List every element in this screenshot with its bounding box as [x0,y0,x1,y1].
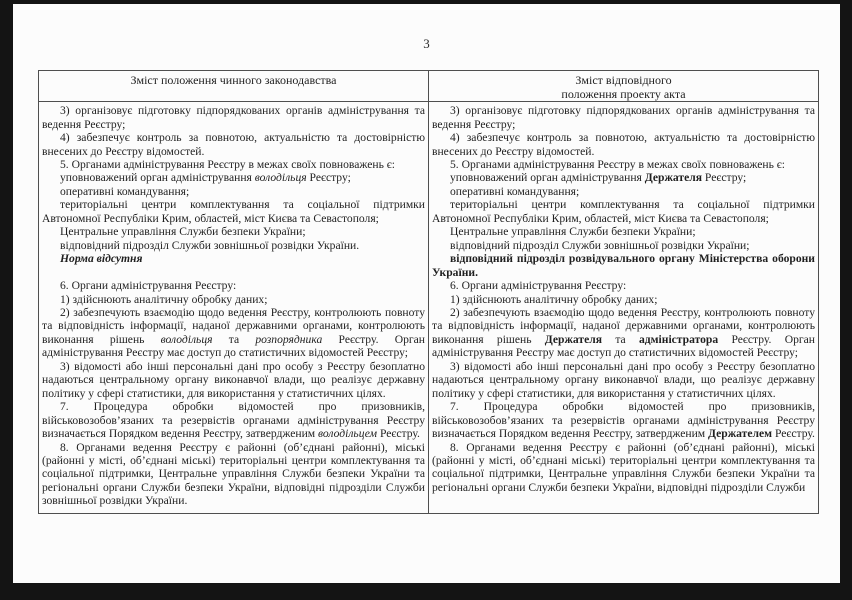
text-run: та [212,332,256,346]
text-run: відповідний підрозділ розвідувального органу Міністерства оборони України. [432,252,815,279]
text-run: Реєстру. [377,427,420,441]
text-run: Реєстру. Орган адміністрування Реєстру має доступ до статистичних відомостей Реєстру; [432,332,816,360]
text-run: Реєстру. Орган адміністрування Реєстру має доступ до статистичних відомостей Реєстру; [42,332,425,360]
paragraph [42,171,425,184]
text-run: 1) здійснюють аналітичну обробку даних; [60,292,268,306]
paragraph [42,441,425,508]
text-run: Реєстру; [306,171,351,185]
text-run: 4) забезпечує контроль за повнотою, актуальністю та достовірністю внесених до Реєстру відомостей. [42,131,425,158]
text-run: відповідний підрозділ Служби зовнішньої розвідки України; [450,238,750,252]
text-run: 3) відомості або інші персональні дані про особу з Реєстру безоплатно надаються центральному органу виконавчої влади, що реалізує державну політику у сфері статистики, для використання у статистичних цілях. [432,359,815,400]
text-run: оперативні командування; [450,184,580,198]
header-draft-act [429,71,819,102]
paragraph [42,360,425,400]
text-run: володільцем [318,427,378,441]
paragraph [42,158,425,171]
text-run: 8. Органами ведення Реєстру є районні (об’єднані районні), міські (районні у місті, об’єднані міські) територіальні центри комплектування та соціальної підтримки, Центральне управління Служби безпеки України та регіональні органи Служби безпеки України, відповідні підрозділи Служби зовнішньої розвідки України. [42,440,425,508]
paragraph [432,104,815,131]
paragraph [42,400,425,440]
comparison-table [38,70,819,514]
text-run: 3) відомості або інші персональні дані про особу з Реєстру безоплатно надаються центральному органу виконавчої влади, що реалізує державну політику у сфері статистики, для використання у статистичних цілях. [42,359,425,400]
text-run: 4) забезпечує контроль за повнотою, актуальністю та достовірністю внесених до Реєстру відомостей. [432,131,815,158]
table-body-row [39,102,819,514]
paragraph [432,293,815,306]
page-number: 3 [423,36,430,51]
paragraph [432,185,815,198]
text-run: розпорядника [255,332,323,346]
paragraph [432,171,815,184]
text-run: 7. Процедура обробки відомостей про призовників, військовозобов’язаних та резервістів органами адміністрування Реєстру визначається Порядком ведення Реєстру, затвердженим [432,400,815,441]
text-run: Держателя [544,332,603,346]
paragraph [432,131,815,158]
header-current-law [39,71,429,102]
paragraph [42,104,425,131]
text-run: територіальні центри комплектування та соціальної підтримки Автономної Республіки Крим, областей, міст Києва та Севастополя; [42,198,425,225]
paragraph [432,198,815,225]
text-run: адміністратора [638,332,719,346]
text-run: відповідний підрозділ Служби зовнішньої розвідки України. [60,238,360,252]
column-current-law [39,102,429,514]
text-run: Реєстру. [772,427,815,441]
paragraph [42,198,425,225]
paragraph [42,185,425,198]
text-run: уповноважений орган адміністрування [450,171,645,185]
paragraph [42,293,425,306]
paragraph [42,225,425,238]
text-run: 6. Органи адміністрування Реєстру: [60,279,237,293]
text-run: 3) організовує підготовку підпорядкованих органів адміністрування та ведення Реєстру; [432,104,815,131]
text-run: 3) організовує підготовку підпорядкованих органів адміністрування та ведення Реєстру; [42,104,425,131]
paragraph [432,239,815,252]
paragraph [432,400,815,440]
text-run: Норма відсутня [60,252,143,266]
text-run: уповноважений орган адміністрування [60,171,255,185]
text-run: Держателя [644,171,703,185]
header-current-law-label: Зміст положення чинного законодавства [130,73,337,87]
paragraph [42,252,425,265]
paragraph [42,239,425,252]
header-draft-act-line2: положення проекту акта [561,86,686,101]
text-run: володільця [160,332,213,346]
paragraph [42,306,425,360]
text-run: 8. Органами ведення Реєстру є районні (об’єднані районні), міські (районні у місті, об’єднані міські) територіальні центри комплектування та соціальної підтримки, Центральне управління Служби безпеки України та регіональні органи Служби безпеки України, відповідні підрозділи Служби [432,440,815,494]
text-run: 7. Процедура обробки відомостей про призовників, військовозобов’язаних та резервістів органами адміністрування Реєстру визначається Порядком ведення Реєстру, затвердженим [42,400,425,441]
text-run: володільця [254,171,307,185]
text-run: Центральне управління Служби безпеки України; [450,225,696,239]
text-run: 2) забезпечують взаємодію щодо ведення Реєстру, контролюють повноту та відповідність інформації, наданої державними органами, контролюють виконання рішень [432,305,815,346]
paragraph [42,131,425,158]
text-run: 2) забезпечують взаємодію щодо ведення Реєстру, контролюють повноту та відповідність інформації, наданої державними органами, контролюють виконання рішень [42,305,425,346]
text-run: Реєстру; [702,171,747,185]
header-draft-act-line1: Зміст відповідного [575,73,672,87]
paragraph [42,279,425,292]
text-run: 5. Органами адміністрування Реєстру в межах своїх повноважень є: [60,158,395,171]
text-run: 1) здійснюють аналітичну обробку даних; [450,292,658,306]
text-run: 5. Органами адміністрування Реєстру в межах своїх повноважень є: [450,158,785,171]
text-run: оперативні командування; [60,184,190,198]
text-run: Центральне управління Служби безпеки України; [60,225,306,239]
text-run: Держателем [708,427,773,441]
column-draft-act [429,102,819,514]
paragraph [432,225,815,238]
document-page [13,4,840,583]
paragraph [432,306,815,360]
paragraph [432,279,815,292]
text-run: та [602,332,639,346]
text-run: 6. Органи адміністрування Реєстру: [450,279,627,293]
paragraph [432,441,815,495]
paragraph [42,266,425,279]
paragraph [432,360,815,400]
paragraph [432,252,815,279]
text-run: територіальні центри комплектування та соціальної підтримки Автономної Республіки Крим, областей, міст Києва та Севастополя; [432,198,815,225]
table-header-row [39,71,819,102]
paragraph [432,158,815,171]
